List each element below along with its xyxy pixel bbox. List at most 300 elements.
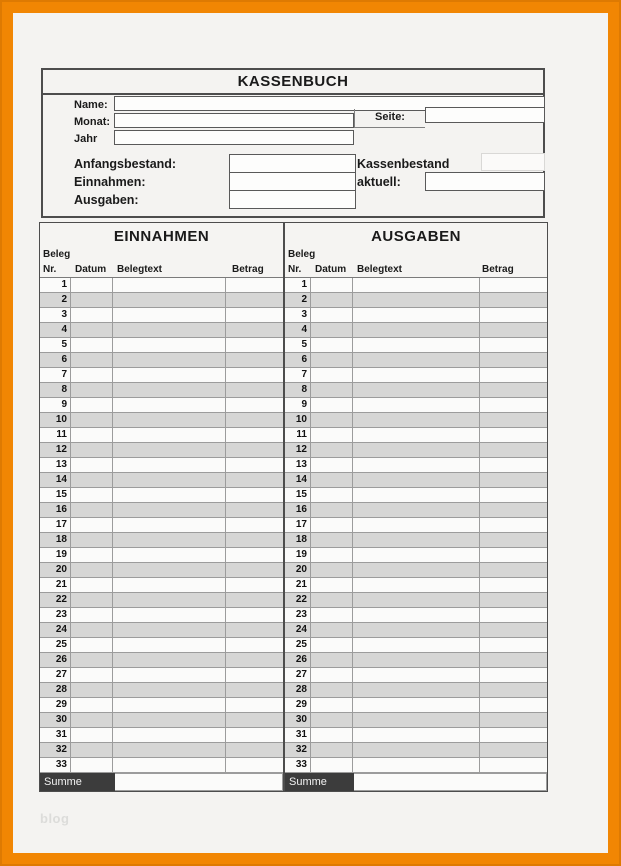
row-cell-betrag[interactable] [226, 503, 283, 517]
row-cell-belegtext[interactable] [353, 323, 480, 337]
row-cell-betrag[interactable] [480, 593, 547, 607]
row-cell-datum[interactable] [71, 668, 113, 682]
row-number: 20 [40, 563, 71, 577]
row-cell-datum[interactable] [311, 503, 353, 517]
row-cell-datum[interactable] [311, 548, 353, 562]
ledger-row [40, 758, 283, 773]
row-cell-datum[interactable] [71, 353, 113, 367]
row-cell-datum[interactable] [71, 428, 113, 442]
row-number: 29 [40, 698, 71, 712]
ledger-row [40, 458, 283, 473]
row-cell-belegtext[interactable] [353, 608, 480, 622]
ledger-row [40, 353, 283, 368]
row-cell-betrag[interactable] [226, 413, 283, 427]
row-cell-belegtext[interactable] [353, 728, 480, 742]
row-number: 14 [285, 473, 311, 487]
row-number: 19 [285, 548, 311, 562]
row-cell-datum[interactable] [71, 758, 113, 772]
row-cell-belegtext[interactable] [353, 698, 480, 712]
row-cell-betrag[interactable] [480, 548, 547, 562]
row-number: 4 [40, 323, 71, 337]
row-cell-betrag[interactable] [480, 278, 547, 292]
einnahmen-rows [40, 277, 283, 791]
beleg-column-header: Beleg [288, 249, 316, 260]
row-cell-betrag[interactable] [226, 638, 283, 652]
row-cell-belegtext[interactable] [353, 338, 480, 352]
ledger-row [285, 743, 547, 758]
ledger-row [40, 728, 283, 743]
row-number: 22 [40, 593, 71, 607]
row-number: 5 [40, 338, 71, 352]
ledger-row [285, 533, 547, 548]
row-number: 19 [40, 548, 71, 562]
row-number: 27 [285, 668, 311, 682]
row-cell-datum[interactable] [71, 338, 113, 352]
row-cell-betrag[interactable] [480, 293, 547, 307]
row-number: 28 [40, 683, 71, 697]
row-cell-betrag[interactable] [226, 293, 283, 307]
row-cell-datum[interactable] [71, 473, 113, 487]
row-cell-datum[interactable] [71, 623, 113, 637]
row-cell-betrag[interactable] [480, 383, 547, 397]
row-number: 15 [285, 488, 311, 502]
row-cell-betrag[interactable] [480, 698, 547, 712]
page-title: KASSENBUCH [43, 70, 543, 95]
row-number: 13 [285, 458, 311, 472]
row-number: 18 [40, 533, 71, 547]
row-cell-belegtext[interactable] [353, 368, 480, 382]
row-cell-betrag[interactable] [480, 533, 547, 547]
jahr-label: Jahr [74, 133, 98, 145]
row-cell-belegtext[interactable] [353, 308, 480, 322]
row-cell-datum[interactable] [71, 563, 113, 577]
row-number: 30 [285, 713, 311, 727]
ledger-row [40, 548, 283, 563]
row-cell-betrag[interactable] [480, 458, 547, 472]
row-cell-datum[interactable] [311, 338, 353, 352]
row-number: 26 [40, 653, 71, 667]
row-cell-datum[interactable] [71, 533, 113, 547]
row-cell-belegtext[interactable] [353, 593, 480, 607]
row-cell-betrag[interactable] [226, 758, 283, 772]
row-cell-belegtext[interactable] [113, 713, 226, 727]
row-cell-betrag[interactable] [480, 653, 547, 667]
row-number: 7 [40, 368, 71, 382]
row-number: 17 [40, 518, 71, 532]
ledger-row [285, 593, 547, 608]
row-cell-betrag[interactable] [480, 398, 547, 412]
row-cell-datum[interactable] [71, 653, 113, 667]
row-cell-belegtext[interactable] [353, 683, 480, 697]
row-cell-datum[interactable] [311, 728, 353, 742]
row-cell-betrag[interactable] [480, 758, 547, 772]
row-cell-betrag[interactable] [480, 518, 547, 532]
ledger-row [40, 293, 283, 308]
ledger-row [40, 308, 283, 323]
row-cell-datum[interactable] [311, 668, 353, 682]
anfangsbestand-label: Anfangsbestand: [74, 157, 177, 171]
row-number: 10 [285, 413, 311, 427]
row-cell-datum[interactable] [311, 428, 353, 442]
row-cell-belegtext[interactable] [113, 458, 226, 472]
row-cell-datum[interactable] [311, 638, 353, 652]
row-number: 7 [285, 368, 311, 382]
row-cell-belegtext[interactable] [113, 398, 226, 412]
row-cell-betrag[interactable] [226, 338, 283, 352]
row-cell-datum[interactable] [311, 653, 353, 667]
ausgaben-field[interactable] [229, 190, 356, 209]
row-cell-datum[interactable] [71, 293, 113, 307]
row-cell-betrag[interactable] [480, 428, 547, 442]
row-cell-belegtext[interactable] [113, 563, 226, 577]
einnahmen-field[interactable] [229, 172, 356, 191]
row-cell-datum[interactable] [311, 398, 353, 412]
row-cell-belegtext[interactable] [353, 653, 480, 667]
seite-field[interactable] [425, 107, 545, 123]
ledger-row [40, 608, 283, 623]
einnahmen-summe-value [115, 773, 283, 791]
row-cell-datum[interactable] [71, 278, 113, 292]
row-cell-belegtext[interactable] [113, 668, 226, 682]
row-cell-betrag[interactable] [480, 413, 547, 427]
row-cell-belegtext[interactable] [113, 278, 226, 292]
row-cell-betrag[interactable] [480, 503, 547, 517]
row-cell-betrag[interactable] [480, 578, 547, 592]
kassenbuch-header-box [41, 68, 545, 218]
datum-column-header: Datum [75, 264, 107, 275]
row-cell-betrag[interactable] [226, 428, 283, 442]
row-cell-belegtext[interactable] [113, 548, 226, 562]
row-cell-betrag[interactable] [480, 368, 547, 382]
row-number: 24 [285, 623, 311, 637]
row-cell-betrag[interactable] [480, 623, 547, 637]
ledger-row [285, 323, 547, 338]
einnahmen-label: Einnahmen: [74, 175, 146, 189]
ausgaben-rows [285, 277, 547, 791]
ledger-row [285, 338, 547, 353]
row-cell-betrag[interactable] [226, 458, 283, 472]
row-cell-betrag[interactable] [226, 653, 283, 667]
row-cell-betrag[interactable] [226, 383, 283, 397]
row-cell-datum[interactable] [71, 413, 113, 427]
row-cell-datum[interactable] [71, 683, 113, 697]
row-cell-datum[interactable] [311, 443, 353, 457]
row-cell-betrag[interactable] [226, 368, 283, 382]
row-cell-betrag[interactable] [226, 728, 283, 742]
jahr-field[interactable] [114, 130, 354, 145]
ledger-row [285, 353, 547, 368]
ledger-row [285, 443, 547, 458]
row-cell-betrag[interactable] [480, 443, 547, 457]
row-cell-belegtext[interactable] [113, 308, 226, 322]
row-number: 23 [40, 608, 71, 622]
row-cell-belegtext[interactable] [113, 743, 226, 757]
row-cell-belegtext[interactable] [113, 488, 226, 502]
row-cell-belegtext[interactable] [353, 278, 480, 292]
row-cell-datum[interactable] [311, 368, 353, 382]
ausgaben-table [285, 223, 547, 791]
row-cell-datum[interactable] [311, 473, 353, 487]
row-cell-datum[interactable] [311, 713, 353, 727]
ledger-row [40, 398, 283, 413]
summe-label: Summe [40, 773, 115, 791]
row-cell-belegtext[interactable] [353, 458, 480, 472]
row-cell-betrag[interactable] [480, 713, 547, 727]
ledger-row [285, 653, 547, 668]
row-number: 16 [285, 503, 311, 517]
row-cell-betrag[interactable] [480, 668, 547, 682]
row-cell-betrag[interactable] [226, 278, 283, 292]
ledger-row [40, 368, 283, 383]
ausgaben-label: Ausgaben: [74, 193, 139, 207]
row-cell-betrag[interactable] [226, 323, 283, 337]
row-cell-belegtext[interactable] [113, 353, 226, 367]
row-cell-datum[interactable] [311, 683, 353, 697]
ledger-row [40, 683, 283, 698]
row-cell-datum[interactable] [71, 518, 113, 532]
row-number: 8 [285, 383, 311, 397]
row-cell-belegtext[interactable] [113, 323, 226, 337]
row-cell-datum[interactable] [311, 488, 353, 502]
row-number: 12 [285, 443, 311, 457]
row-cell-betrag[interactable] [226, 443, 283, 457]
row-cell-datum[interactable] [71, 713, 113, 727]
row-number: 13 [40, 458, 71, 472]
row-cell-betrag[interactable] [480, 743, 547, 757]
row-cell-datum[interactable] [71, 698, 113, 712]
row-cell-betrag[interactable] [226, 473, 283, 487]
row-cell-datum[interactable] [71, 728, 113, 742]
row-cell-belegtext[interactable] [353, 473, 480, 487]
kassenbestand-aktuell-field[interactable] [425, 172, 545, 191]
row-cell-belegtext[interactable] [353, 443, 480, 457]
row-cell-belegtext[interactable] [353, 383, 480, 397]
row-cell-belegtext[interactable] [113, 428, 226, 442]
ledger-row [285, 278, 547, 293]
belegtext-column-header: Belegtext [357, 264, 403, 275]
row-number: 24 [40, 623, 71, 637]
row-cell-betrag[interactable] [226, 608, 283, 622]
row-cell-datum[interactable] [71, 398, 113, 412]
row-cell-datum[interactable] [311, 518, 353, 532]
row-cell-betrag[interactable] [226, 713, 283, 727]
row-cell-datum[interactable] [311, 323, 353, 337]
row-cell-betrag[interactable] [226, 353, 283, 367]
row-cell-datum[interactable] [311, 278, 353, 292]
row-number: 2 [40, 293, 71, 307]
row-number: 17 [285, 518, 311, 532]
row-cell-belegtext[interactable] [113, 638, 226, 652]
row-cell-datum[interactable] [311, 308, 353, 322]
row-cell-belegtext[interactable] [113, 623, 226, 637]
row-cell-betrag[interactable] [480, 608, 547, 622]
row-number: 16 [40, 503, 71, 517]
row-cell-betrag[interactable] [480, 473, 547, 487]
row-cell-belegtext[interactable] [113, 368, 226, 382]
row-cell-belegtext[interactable] [353, 353, 480, 367]
ledger-row [285, 608, 547, 623]
row-cell-datum[interactable] [311, 593, 353, 607]
ledger-row [285, 518, 547, 533]
row-cell-belegtext[interactable] [353, 758, 480, 772]
row-cell-belegtext[interactable] [113, 728, 226, 742]
row-cell-betrag[interactable] [226, 533, 283, 547]
row-cell-belegtext[interactable] [113, 698, 226, 712]
row-cell-datum[interactable] [311, 623, 353, 637]
row-number: 26 [285, 653, 311, 667]
row-cell-datum[interactable] [71, 308, 113, 322]
ledger-row [40, 623, 283, 638]
row-cell-belegtext[interactable] [353, 503, 480, 517]
row-cell-datum[interactable] [311, 458, 353, 472]
row-cell-betrag[interactable] [226, 488, 283, 502]
row-number: 3 [285, 308, 311, 322]
ledger-row [285, 383, 547, 398]
row-cell-belegtext[interactable] [353, 428, 480, 442]
row-cell-datum[interactable] [311, 743, 353, 757]
row-cell-belegtext[interactable] [113, 608, 226, 622]
row-cell-datum[interactable] [71, 383, 113, 397]
row-cell-betrag[interactable] [480, 338, 547, 352]
beleg-column-header: Beleg [43, 249, 71, 260]
row-number: 4 [285, 323, 311, 337]
ledger-row [40, 653, 283, 668]
seite-label: Seite: [354, 109, 425, 128]
row-cell-datum[interactable] [311, 578, 353, 592]
monat-field[interactable] [114, 113, 354, 128]
row-cell-datum[interactable] [71, 323, 113, 337]
ledger-row [285, 473, 547, 488]
row-cell-betrag[interactable] [226, 698, 283, 712]
ausgaben-summe-row [285, 773, 547, 791]
row-cell-datum[interactable] [71, 503, 113, 517]
row-cell-betrag[interactable] [226, 593, 283, 607]
row-cell-datum[interactable] [71, 368, 113, 382]
row-cell-belegtext[interactable] [113, 578, 226, 592]
row-cell-belegtext[interactable] [113, 443, 226, 457]
row-number: 33 [40, 758, 71, 772]
ledger-row [40, 473, 283, 488]
row-cell-betrag[interactable] [226, 668, 283, 682]
row-cell-datum[interactable] [71, 548, 113, 562]
row-cell-datum[interactable] [71, 488, 113, 502]
ledger-row [285, 638, 547, 653]
row-cell-betrag[interactable] [480, 683, 547, 697]
row-cell-belegtext[interactable] [353, 488, 480, 502]
row-cell-belegtext[interactable] [113, 758, 226, 772]
row-cell-belegtext[interactable] [353, 638, 480, 652]
ledger-row [40, 488, 283, 503]
row-cell-betrag[interactable] [480, 563, 547, 577]
row-number: 2 [285, 293, 311, 307]
anfangsbestand-field[interactable] [229, 154, 356, 173]
row-cell-belegtext[interactable] [113, 593, 226, 607]
row-cell-belegtext[interactable] [113, 503, 226, 517]
row-cell-betrag[interactable] [226, 398, 283, 412]
ledger-row [40, 533, 283, 548]
row-cell-belegtext[interactable] [353, 413, 480, 427]
row-cell-betrag[interactable] [226, 578, 283, 592]
row-cell-betrag[interactable] [226, 548, 283, 562]
row-cell-belegtext[interactable] [113, 533, 226, 547]
row-cell-datum[interactable] [71, 638, 113, 652]
row-number: 11 [285, 428, 311, 442]
row-cell-belegtext[interactable] [113, 383, 226, 397]
row-cell-betrag[interactable] [226, 308, 283, 322]
ledger-row [285, 578, 547, 593]
row-cell-belegtext[interactable] [353, 668, 480, 682]
row-number: 31 [285, 728, 311, 742]
row-cell-datum[interactable] [71, 608, 113, 622]
row-cell-belegtext[interactable] [353, 533, 480, 547]
row-cell-betrag[interactable] [480, 728, 547, 742]
row-cell-betrag[interactable] [226, 623, 283, 637]
row-cell-belegtext[interactable] [113, 293, 226, 307]
row-cell-betrag[interactable] [226, 743, 283, 757]
row-cell-belegtext[interactable] [353, 713, 480, 727]
row-cell-datum[interactable] [311, 383, 353, 397]
aktuell-label: aktuell: [357, 175, 401, 189]
row-cell-belegtext[interactable] [113, 653, 226, 667]
row-cell-datum[interactable] [311, 698, 353, 712]
row-cell-belegtext[interactable] [353, 623, 480, 637]
ledger-row [285, 683, 547, 698]
row-cell-betrag[interactable] [480, 638, 547, 652]
row-cell-datum[interactable] [71, 578, 113, 592]
row-cell-betrag[interactable] [480, 488, 547, 502]
row-cell-betrag[interactable] [226, 683, 283, 697]
row-cell-belegtext[interactable] [353, 293, 480, 307]
row-cell-datum[interactable] [311, 353, 353, 367]
row-cell-datum[interactable] [71, 743, 113, 757]
row-cell-belegtext[interactable] [113, 338, 226, 352]
row-cell-datum[interactable] [311, 608, 353, 622]
row-cell-belegtext[interactable] [353, 578, 480, 592]
row-cell-betrag[interactable] [480, 308, 547, 322]
row-cell-belegtext[interactable] [113, 518, 226, 532]
row-cell-betrag[interactable] [226, 518, 283, 532]
row-cell-datum[interactable] [71, 458, 113, 472]
row-cell-betrag[interactable] [480, 353, 547, 367]
ledger-row [285, 293, 547, 308]
row-cell-datum[interactable] [311, 293, 353, 307]
row-number: 8 [40, 383, 71, 397]
ledger-row [285, 698, 547, 713]
row-number: 9 [285, 398, 311, 412]
row-cell-belegtext[interactable] [353, 743, 480, 757]
ledger-row [285, 758, 547, 773]
row-cell-belegtext[interactable] [353, 398, 480, 412]
row-cell-datum[interactable] [311, 413, 353, 427]
row-cell-belegtext[interactable] [353, 518, 480, 532]
row-cell-datum[interactable] [71, 443, 113, 457]
ledger-row [285, 458, 547, 473]
betrag-column-header: Betrag [482, 264, 514, 275]
row-cell-datum[interactable] [71, 593, 113, 607]
row-cell-datum[interactable] [311, 533, 353, 547]
row-cell-datum[interactable] [311, 758, 353, 772]
row-cell-belegtext[interactable] [113, 473, 226, 487]
row-cell-betrag[interactable] [480, 323, 547, 337]
einnahmen-title: EINNAHMEN [113, 228, 210, 245]
row-cell-belegtext[interactable] [113, 683, 226, 697]
row-cell-belegtext[interactable] [113, 413, 226, 427]
row-cell-belegtext[interactable] [353, 563, 480, 577]
row-cell-datum[interactable] [311, 563, 353, 577]
ledger-row [285, 563, 547, 578]
row-cell-belegtext[interactable] [353, 548, 480, 562]
row-cell-betrag[interactable] [226, 563, 283, 577]
